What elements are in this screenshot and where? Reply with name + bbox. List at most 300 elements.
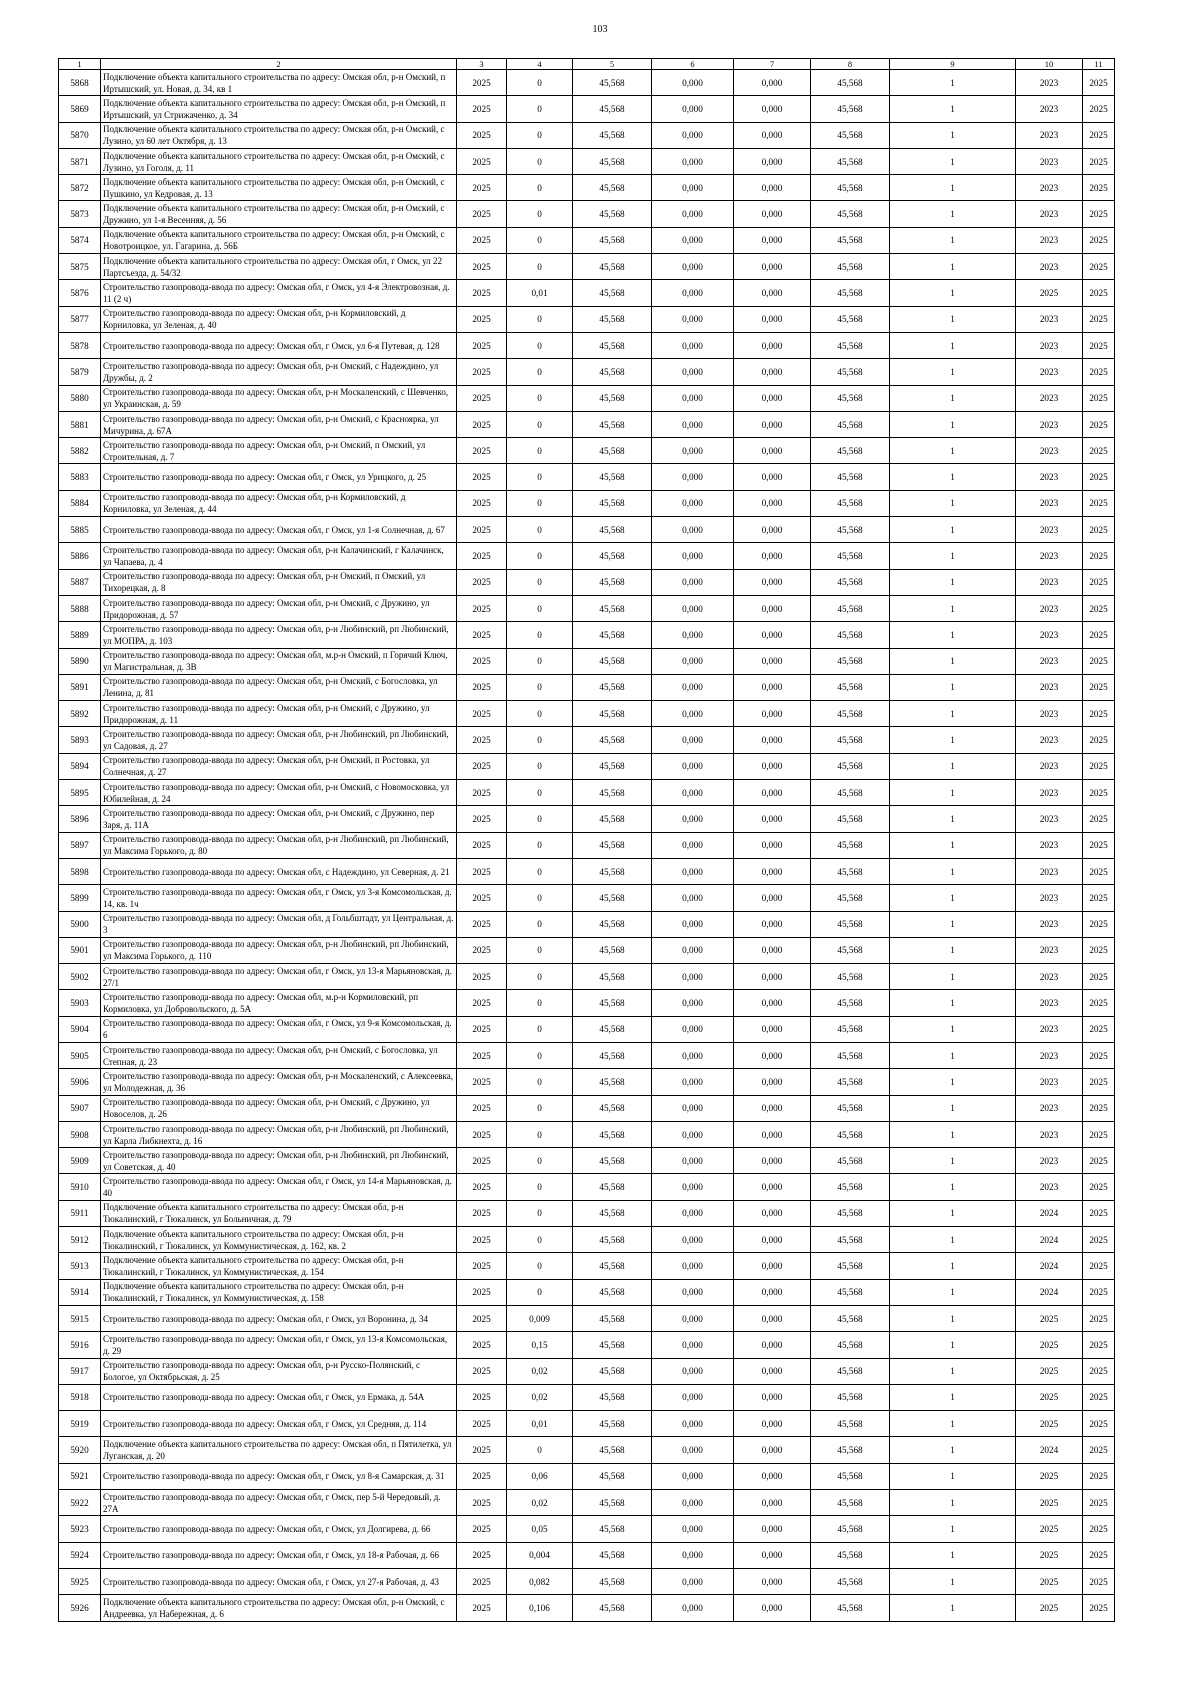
table-row	[59, 96, 1115, 122]
table-cell-col-2: Строительство газопровода-ввода по адресу: Омская обл, р-н Любинский, рп Любинский, ул Советская, д. 40	[101, 1148, 457, 1174]
table-cell-col-6: 0,000	[652, 96, 734, 122]
table-cell-col-1: 5895	[59, 780, 101, 806]
table-cell-col-10: 2023	[1016, 438, 1083, 464]
table-cell-col-9: 1	[890, 332, 1016, 358]
table-cell-col-11: 2025	[1083, 1358, 1115, 1384]
table-cell-col-6: 0,000	[652, 1121, 734, 1147]
table-cell-col-6: 0,000	[652, 858, 734, 884]
table-cell-col-6: 0,000	[652, 885, 734, 911]
table-cell-col-10: 2023	[1016, 385, 1083, 411]
table-cell-col-10: 2023	[1016, 359, 1083, 385]
table-cell-col-7: 0,000	[734, 569, 811, 595]
table-cell-col-2: Строительство газопровода-ввода по адресу: Омская обл, г Омск, ул 1-я Солнечная, д. 67	[101, 517, 457, 543]
table-cell-col-2: Подключение объекта капитального строительства по адресу: Омская обл, г Омск, ул 22 Партсъезда, д. 54/32	[101, 254, 457, 280]
table-cell-col-1: 5908	[59, 1121, 101, 1147]
table-cell-col-10: 2023	[1016, 517, 1083, 543]
table-row	[59, 1516, 1115, 1542]
column-header-11: 11	[1083, 59, 1115, 70]
table-cell-col-1: 5916	[59, 1332, 101, 1358]
table-cell-col-2: Подключение объекта капитального строительства по адресу: Омская обл, р-н Омский, с Андреевка, ул Набережная, д. 6	[101, 1595, 457, 1621]
table-cell-col-11: 2025	[1083, 490, 1115, 516]
table-cell-col-4: 0	[507, 727, 573, 753]
table-cell-col-5: 45,568	[573, 517, 652, 543]
table-cell-col-5: 45,568	[573, 96, 652, 122]
table-cell-col-11: 2025	[1083, 517, 1115, 543]
table-cell-col-8: 45,568	[811, 122, 890, 148]
table-cell-col-8: 45,568	[811, 1227, 890, 1253]
table-cell-col-6: 0,000	[652, 674, 734, 700]
table-cell-col-4: 0	[507, 175, 573, 201]
table-cell-col-10: 2023	[1016, 1095, 1083, 1121]
table-cell-col-5: 45,568	[573, 70, 652, 96]
table-cell-col-7: 0,000	[734, 1595, 811, 1621]
table-cell-col-8: 45,568	[811, 674, 890, 700]
table-cell-col-10: 2025	[1016, 1463, 1083, 1489]
table-cell-col-6: 0,000	[652, 1016, 734, 1042]
table-cell-col-5: 45,568	[573, 911, 652, 937]
table-cell-col-10: 2023	[1016, 885, 1083, 911]
table-row	[59, 1200, 1115, 1226]
table-cell-col-10: 2023	[1016, 964, 1083, 990]
table-cell-col-11: 2025	[1083, 990, 1115, 1016]
table-cell-col-2: Подключение объекта капитального строительства по адресу: Омская обл, р-н Омский, с Лузино, ул Гоголя, д. 11	[101, 148, 457, 174]
table-cell-col-1: 5912	[59, 1227, 101, 1253]
table-cell-col-4: 0	[507, 1227, 573, 1253]
table-cell-col-7: 0,000	[734, 1069, 811, 1095]
table-cell-col-1: 5907	[59, 1095, 101, 1121]
table-cell-col-9: 1	[890, 70, 1016, 96]
table-cell-col-1: 5880	[59, 385, 101, 411]
table-cell-col-6: 0,000	[652, 1568, 734, 1594]
table-cell-col-9: 1	[890, 885, 1016, 911]
table-cell-col-4: 0,082	[507, 1568, 573, 1594]
table-cell-col-11: 2025	[1083, 306, 1115, 332]
table-row	[59, 543, 1115, 569]
table-cell-col-7: 0,000	[734, 438, 811, 464]
table-cell-col-1: 5896	[59, 806, 101, 832]
table-cell-col-7: 0,000	[734, 727, 811, 753]
table-row	[59, 911, 1115, 937]
table-cell-col-5: 45,568	[573, 1121, 652, 1147]
table-cell-col-4: 0	[507, 569, 573, 595]
table-cell-col-2: Строительство газопровода-ввода по адресу: Омская обл, р-н Русско-Полянский, с Бологое, ул Октябрьская, д. 25	[101, 1358, 457, 1384]
table-cell-col-6: 0,000	[652, 175, 734, 201]
table-cell-col-4: 0	[507, 464, 573, 490]
table-cell-col-10: 2023	[1016, 96, 1083, 122]
table-cell-col-9: 1	[890, 911, 1016, 937]
table-cell-col-3: 2025	[457, 280, 507, 306]
table-cell-col-3: 2025	[457, 1200, 507, 1226]
table-cell-col-6: 0,000	[652, 990, 734, 1016]
column-header-7: 7	[734, 59, 811, 70]
table-cell-col-3: 2025	[457, 385, 507, 411]
table-cell-col-2: Строительство газопровода-ввода по адресу: Омская обл, г Омск, ул 8-я Самарская, д. 31	[101, 1463, 457, 1489]
table-cell-col-5: 45,568	[573, 1305, 652, 1331]
table-cell-col-4: 0	[507, 306, 573, 332]
table-cell-col-6: 0,000	[652, 122, 734, 148]
table-row	[59, 385, 1115, 411]
table-cell-col-5: 45,568	[573, 1411, 652, 1437]
table-cell-col-6: 0,000	[652, 1463, 734, 1489]
table-cell-col-1: 5876	[59, 280, 101, 306]
table-cell-col-7: 0,000	[734, 96, 811, 122]
table-cell-col-2: Строительство газопровода-ввода по адресу: Омская обл, г Омск, ул Ермака, д. 54А	[101, 1384, 457, 1410]
table-cell-col-8: 45,568	[811, 1595, 890, 1621]
table-cell-col-2: Подключение объекта капитального строительства по адресу: Омская обл, р-н Омский, п Иртышский, ул. Новая, д. 34, кв 1	[101, 70, 457, 96]
table-cell-col-4: 0,106	[507, 1595, 573, 1621]
table-cell-col-11: 2025	[1083, 1279, 1115, 1305]
table-cell-col-2: Строительство газопровода-ввода по адресу: Омская обл, р-н Любинский, рп Любинский, ул Садовая, д. 27	[101, 727, 457, 753]
table-cell-col-8: 45,568	[811, 569, 890, 595]
table-cell-col-7: 0,000	[734, 1384, 811, 1410]
table-cell-col-4: 0,009	[507, 1305, 573, 1331]
table-cell-col-7: 0,000	[734, 332, 811, 358]
table-cell-col-10: 2023	[1016, 648, 1083, 674]
table-cell-col-4: 0	[507, 648, 573, 674]
table-cell-col-7: 0,000	[734, 1016, 811, 1042]
table-cell-col-4: 0	[507, 1042, 573, 1068]
table-cell-col-3: 2025	[457, 1516, 507, 1542]
table-cell-col-5: 45,568	[573, 569, 652, 595]
table-cell-col-1: 5890	[59, 648, 101, 674]
table-cell-col-6: 0,000	[652, 1411, 734, 1437]
table-cell-col-9: 1	[890, 622, 1016, 648]
table-row	[59, 885, 1115, 911]
table-cell-col-3: 2025	[457, 1227, 507, 1253]
table-cell-col-11: 2025	[1083, 780, 1115, 806]
table-cell-col-2: Строительство газопровода-ввода по адресу: Омская обл, м.р-н Омский, п Горячий Ключ, ул Магистральная, д. 3В	[101, 648, 457, 674]
column-header-5: 5	[573, 59, 652, 70]
table-cell-col-3: 2025	[457, 1148, 507, 1174]
table-cell-col-7: 0,000	[734, 517, 811, 543]
table-cell-col-7: 0,000	[734, 780, 811, 806]
table-cell-col-6: 0,000	[652, 1042, 734, 1068]
table-cell-col-5: 45,568	[573, 1332, 652, 1358]
table-cell-col-10: 2025	[1016, 1516, 1083, 1542]
table-cell-col-5: 45,568	[573, 1490, 652, 1516]
table-cell-col-7: 0,000	[734, 411, 811, 437]
table-cell-col-7: 0,000	[734, 1437, 811, 1463]
table-cell-col-6: 0,000	[652, 1279, 734, 1305]
table-cell-col-9: 1	[890, 411, 1016, 437]
table-row	[59, 332, 1115, 358]
table-cell-col-7: 0,000	[734, 990, 811, 1016]
table-cell-col-5: 45,568	[573, 543, 652, 569]
table-cell-col-7: 0,000	[734, 1174, 811, 1200]
table-cell-col-4: 0	[507, 1200, 573, 1226]
column-header-6: 6	[652, 59, 734, 70]
table-row	[59, 1332, 1115, 1358]
table-cell-col-9: 1	[890, 1437, 1016, 1463]
table-cell-col-3: 2025	[457, 858, 507, 884]
table-cell-col-5: 45,568	[573, 1253, 652, 1279]
table-cell-col-7: 0,000	[734, 832, 811, 858]
header-row	[59, 59, 1115, 70]
table-cell-col-1: 5924	[59, 1542, 101, 1568]
table-cell-col-8: 45,568	[811, 359, 890, 385]
table-cell-col-3: 2025	[457, 227, 507, 253]
table-cell-col-8: 45,568	[811, 1384, 890, 1410]
table-cell-col-4: 0,02	[507, 1490, 573, 1516]
table-cell-col-7: 0,000	[734, 1279, 811, 1305]
table-cell-col-5: 45,568	[573, 1174, 652, 1200]
table-cell-col-3: 2025	[457, 332, 507, 358]
table-cell-col-5: 45,568	[573, 1069, 652, 1095]
table-cell-col-10: 2023	[1016, 832, 1083, 858]
table-cell-col-6: 0,000	[652, 254, 734, 280]
table-cell-col-7: 0,000	[734, 464, 811, 490]
table-cell-col-2: Подключение объекта капитального строительства по адресу: Омская обл, р-н Омский, с Лузино, ул 60 лет Октября, д. 13	[101, 122, 457, 148]
table-cell-col-8: 45,568	[811, 1568, 890, 1594]
table-cell-col-10: 2024	[1016, 1437, 1083, 1463]
table-cell-col-4: 0	[507, 490, 573, 516]
table-cell-col-6: 0,000	[652, 1174, 734, 1200]
table-cell-col-4: 0	[507, 806, 573, 832]
table-cell-col-9: 1	[890, 543, 1016, 569]
table-cell-col-1: 5909	[59, 1148, 101, 1174]
table-cell-col-10: 2023	[1016, 622, 1083, 648]
table-cell-col-2: Строительство газопровода-ввода по адресу: Омская обл, р-н Калачинский, г Калачинск, ул Чапаева, д. 4	[101, 543, 457, 569]
table-cell-col-8: 45,568	[811, 780, 890, 806]
table-cell-col-5: 45,568	[573, 411, 652, 437]
column-header-8: 8	[811, 59, 890, 70]
table-cell-col-4: 0	[507, 911, 573, 937]
table-cell-col-9: 1	[890, 858, 1016, 884]
table-cell-col-11: 2025	[1083, 280, 1115, 306]
table-cell-col-2: Строительство газопровода-ввода по адресу: Омская обл, р-н Омский, с Дружино, ул Новоселов, д. 26	[101, 1095, 457, 1121]
table-cell-col-10: 2023	[1016, 148, 1083, 174]
table-cell-col-10: 2025	[1016, 1411, 1083, 1437]
table-cell-col-10: 2023	[1016, 911, 1083, 937]
table-cell-col-8: 45,568	[811, 990, 890, 1016]
table-cell-col-2: Подключение объекта капитального строительства по адресу: Омская обл, р-н Омский, п Иртышский, ул Стрижаченко, д. 34	[101, 96, 457, 122]
table-cell-col-5: 45,568	[573, 385, 652, 411]
table-cell-col-5: 45,568	[573, 780, 652, 806]
table-cell-col-6: 0,000	[652, 385, 734, 411]
table-cell-col-2: Строительство газопровода-ввода по адресу: Омская обл, р-н Любинский, рп Любинский, ул МОПРА, д. 103	[101, 622, 457, 648]
table-cell-col-8: 45,568	[811, 175, 890, 201]
table-row	[59, 937, 1115, 963]
table-cell-col-6: 0,000	[652, 332, 734, 358]
table-cell-col-11: 2025	[1083, 964, 1115, 990]
table-cell-col-5: 45,568	[573, 306, 652, 332]
table-cell-col-10: 2025	[1016, 1542, 1083, 1568]
table-cell-col-4: 0	[507, 1069, 573, 1095]
table-row	[59, 1174, 1115, 1200]
table-cell-col-10: 2023	[1016, 1016, 1083, 1042]
table-cell-col-11: 2025	[1083, 464, 1115, 490]
table-row	[59, 1227, 1115, 1253]
table-cell-col-4: 0,05	[507, 1516, 573, 1542]
table-cell-col-1: 5882	[59, 438, 101, 464]
table-cell-col-9: 1	[890, 727, 1016, 753]
table-cell-col-5: 45,568	[573, 464, 652, 490]
table-cell-col-7: 0,000	[734, 648, 811, 674]
table-cell-col-11: 2025	[1083, 1121, 1115, 1147]
table-cell-col-10: 2023	[1016, 858, 1083, 884]
table-cell-col-11: 2025	[1083, 175, 1115, 201]
table-cell-col-11: 2025	[1083, 359, 1115, 385]
table-cell-col-4: 0	[507, 359, 573, 385]
table-cell-col-2: Строительство газопровода-ввода по адресу: Омская обл, р-н Омский, с Богословка, ул Ленина, д. 81	[101, 674, 457, 700]
table-cell-col-8: 45,568	[811, 937, 890, 963]
table-cell-col-8: 45,568	[811, 964, 890, 990]
table-row	[59, 753, 1115, 779]
table-cell-col-5: 45,568	[573, 674, 652, 700]
table-cell-col-8: 45,568	[811, 1069, 890, 1095]
table-cell-col-9: 1	[890, 674, 1016, 700]
table-cell-col-8: 45,568	[811, 1305, 890, 1331]
table-cell-col-8: 45,568	[811, 1358, 890, 1384]
table-cell-col-4: 0	[507, 1253, 573, 1279]
table-cell-col-9: 1	[890, 464, 1016, 490]
table-cell-col-6: 0,000	[652, 911, 734, 937]
table-cell-col-5: 45,568	[573, 1095, 652, 1121]
table-row	[59, 438, 1115, 464]
table-cell-col-3: 2025	[457, 1253, 507, 1279]
table-cell-col-9: 1	[890, 254, 1016, 280]
table-cell-col-7: 0,000	[734, 359, 811, 385]
table-cell-col-4: 0,06	[507, 1463, 573, 1489]
table-cell-col-9: 1	[890, 806, 1016, 832]
table-cell-col-11: 2025	[1083, 70, 1115, 96]
table-cell-col-6: 0,000	[652, 411, 734, 437]
table-cell-col-6: 0,000	[652, 1148, 734, 1174]
table-cell-col-6: 0,000	[652, 438, 734, 464]
table-cell-col-6: 0,000	[652, 306, 734, 332]
table-cell-col-5: 45,568	[573, 1227, 652, 1253]
table-cell-col-8: 45,568	[811, 1200, 890, 1226]
table-cell-col-11: 2025	[1083, 148, 1115, 174]
table-cell-col-5: 45,568	[573, 359, 652, 385]
table-cell-col-3: 2025	[457, 569, 507, 595]
column-header-9: 9	[890, 59, 1016, 70]
table-cell-col-7: 0,000	[734, 490, 811, 516]
table-cell-col-2: Строительство газопровода-ввода по адресу: Омская обл, г Омск, ул Урицкого, д. 25	[101, 464, 457, 490]
table-cell-col-7: 0,000	[734, 674, 811, 700]
table-cell-col-4: 0	[507, 701, 573, 727]
table-cell-col-8: 45,568	[811, 306, 890, 332]
table-cell-col-8: 45,568	[811, 1542, 890, 1568]
table-cell-col-2: Подключение объекта капитального строительства по адресу: Омская обл, р-н Тюкалинский, г Тюкалинск, ул Больничная, д. 79	[101, 1200, 457, 1226]
table-cell-col-1: 5868	[59, 70, 101, 96]
table-cell-col-1: 5925	[59, 1568, 101, 1594]
table-cell-col-9: 1	[890, 1463, 1016, 1489]
table-cell-col-4: 0	[507, 595, 573, 621]
table-cell-col-1: 5914	[59, 1279, 101, 1305]
table-cell-col-6: 0,000	[652, 1542, 734, 1568]
table-cell-col-3: 2025	[457, 964, 507, 990]
table-cell-col-3: 2025	[457, 885, 507, 911]
table-cell-col-8: 45,568	[811, 464, 890, 490]
table-cell-col-4: 0	[507, 1148, 573, 1174]
table-row	[59, 1016, 1115, 1042]
table-cell-col-7: 0,000	[734, 1358, 811, 1384]
table-cell-col-10: 2025	[1016, 1595, 1083, 1621]
table-cell-col-9: 1	[890, 937, 1016, 963]
table-cell-col-8: 45,568	[811, 1437, 890, 1463]
table-cell-col-9: 1	[890, 1253, 1016, 1279]
table-cell-col-1: 5897	[59, 832, 101, 858]
table-cell-col-5: 45,568	[573, 175, 652, 201]
table-cell-col-11: 2025	[1083, 1568, 1115, 1594]
table-cell-col-8: 45,568	[811, 332, 890, 358]
table-cell-col-4: 0	[507, 832, 573, 858]
table-cell-col-3: 2025	[457, 1437, 507, 1463]
table-cell-col-6: 0,000	[652, 1437, 734, 1463]
table-row	[59, 122, 1115, 148]
table-cell-col-2: Строительство газопровода-ввода по адресу: Омская обл, с Надеждино, ул Северная, д. 21	[101, 858, 457, 884]
table-cell-col-11: 2025	[1083, 648, 1115, 674]
table-cell-col-1: 5922	[59, 1490, 101, 1516]
table-cell-col-7: 0,000	[734, 885, 811, 911]
table-cell-col-8: 45,568	[811, 622, 890, 648]
table-cell-col-6: 0,000	[652, 359, 734, 385]
table-cell-col-5: 45,568	[573, 227, 652, 253]
table-cell-col-9: 1	[890, 1200, 1016, 1226]
table-cell-col-8: 45,568	[811, 1121, 890, 1147]
table-cell-col-11: 2025	[1083, 227, 1115, 253]
table-row	[59, 1069, 1115, 1095]
table-cell-col-3: 2025	[457, 1411, 507, 1437]
table-cell-col-1: 5894	[59, 753, 101, 779]
table-cell-col-11: 2025	[1083, 1490, 1115, 1516]
table-cell-col-3: 2025	[457, 648, 507, 674]
table-cell-col-8: 45,568	[811, 858, 890, 884]
table-cell-col-2: Строительство газопровода-ввода по адресу: Омская обл, г Омск, ул 27-я Рабочая, д. 43	[101, 1568, 457, 1594]
table-cell-col-1: 5885	[59, 517, 101, 543]
table-cell-col-4: 0	[507, 96, 573, 122]
table-cell-col-9: 1	[890, 359, 1016, 385]
table-cell-col-2: Строительство газопровода-ввода по адресу: Омская обл, р-н Омский, с Дружино, ул Придорожная, д. 57	[101, 595, 457, 621]
table-cell-col-2: Строительство газопровода-ввода по адресу: Омская обл, р-н Кормиловский, д Корниловка, ул Зеленая, д. 40	[101, 306, 457, 332]
table-cell-col-10: 2023	[1016, 753, 1083, 779]
table-cell-col-6: 0,000	[652, 1095, 734, 1121]
table-cell-col-1: 5879	[59, 359, 101, 385]
table-cell-col-10: 2023	[1016, 595, 1083, 621]
table-cell-col-6: 0,000	[652, 1358, 734, 1384]
table-cell-col-11: 2025	[1083, 1042, 1115, 1068]
table-row	[59, 832, 1115, 858]
table-row	[59, 1568, 1115, 1594]
table-cell-col-1: 5886	[59, 543, 101, 569]
table-cell-col-2: Строительство газопровода-ввода по адресу: Омская обл, р-н Омский, с Дружино, ул Придорожная, д. 11	[101, 701, 457, 727]
table-cell-col-11: 2025	[1083, 411, 1115, 437]
table-cell-col-7: 0,000	[734, 148, 811, 174]
table-cell-col-11: 2025	[1083, 1200, 1115, 1226]
table-cell-col-9: 1	[890, 1095, 1016, 1121]
table-cell-col-6: 0,000	[652, 464, 734, 490]
table-cell-col-4: 0	[507, 1095, 573, 1121]
table-cell-col-11: 2025	[1083, 622, 1115, 648]
table-cell-col-11: 2025	[1083, 122, 1115, 148]
table-cell-col-3: 2025	[457, 727, 507, 753]
table-cell-col-1: 5887	[59, 569, 101, 595]
table-cell-col-6: 0,000	[652, 1595, 734, 1621]
table-cell-col-1: 5889	[59, 622, 101, 648]
table-cell-col-10: 2023	[1016, 1069, 1083, 1095]
table-cell-col-2: Строительство газопровода-ввода по адресу: Омская обл, р-н Любинский, рп Любинский, ул Максима Горького, д. 110	[101, 937, 457, 963]
table-cell-col-10: 2023	[1016, 201, 1083, 227]
table-cell-col-11: 2025	[1083, 1411, 1115, 1437]
table-cell-col-8: 45,568	[811, 543, 890, 569]
table-cell-col-7: 0,000	[734, 911, 811, 937]
table-cell-col-9: 1	[890, 148, 1016, 174]
table-cell-col-4: 0,02	[507, 1358, 573, 1384]
table-cell-col-6: 0,000	[652, 70, 734, 96]
table-cell-col-7: 0,000	[734, 201, 811, 227]
table-cell-col-2: Строительство газопровода-ввода по адресу: Омская обл, г Омск, ул Воронина, д. 34	[101, 1305, 457, 1331]
